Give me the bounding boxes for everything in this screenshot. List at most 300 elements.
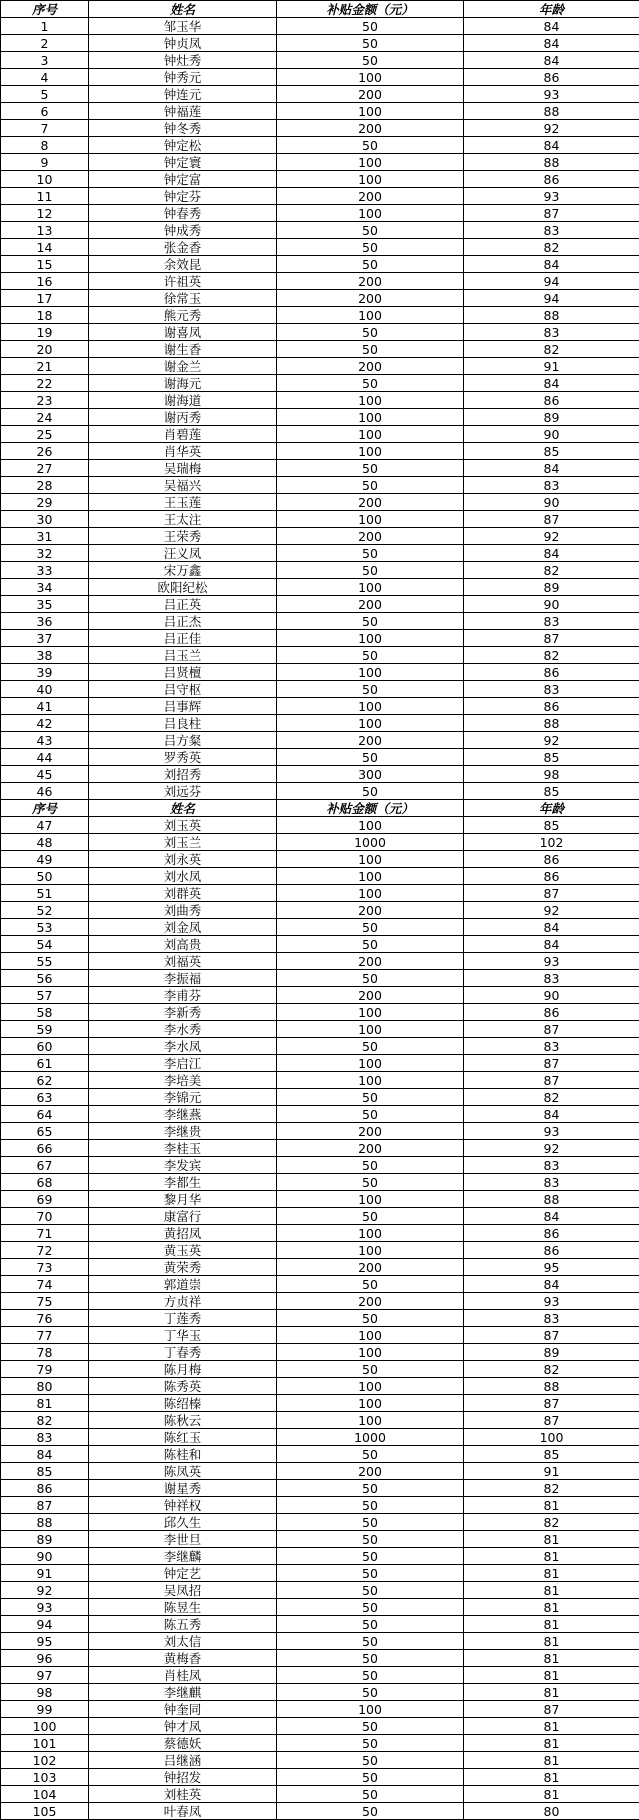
cell-serial-number: 2 (1, 35, 89, 52)
cell-age: 86 (464, 171, 639, 188)
table-row (1, 1633, 639, 1650)
cell-age: 87 (464, 1021, 639, 1038)
cell-age: 94 (464, 273, 639, 290)
cell-serial-number: 11 (1, 188, 89, 205)
cell-subsidy-amount: 50 (277, 783, 464, 800)
cell-subsidy-amount: 100 (277, 511, 464, 528)
cell-name: 吕贤檀 (89, 664, 277, 681)
table-row (1, 1310, 639, 1327)
cell-subsidy-amount: 50 (277, 1650, 464, 1667)
table-row (1, 86, 639, 103)
cell-serial-number: 25 (1, 426, 89, 443)
cell-subsidy-amount: 100 (277, 1225, 464, 1242)
cell-serial-number: 91 (1, 1565, 89, 1582)
cell-name: 李桂玉 (89, 1140, 277, 1157)
table-row (1, 1021, 639, 1038)
cell-subsidy-amount: 200 (277, 290, 464, 307)
cell-serial-number: 104 (1, 1786, 89, 1803)
cell-age: 85 (464, 817, 639, 834)
cell-age: 83 (464, 222, 639, 239)
cell-serial-number: 5 (1, 86, 89, 103)
table-row (1, 596, 639, 613)
cell-age: 81 (464, 1531, 639, 1548)
cell-serial-number: 63 (1, 1089, 89, 1106)
cell-serial-number: 90 (1, 1548, 89, 1565)
cell-serial-number: 37 (1, 630, 89, 647)
cell-age: 88 (464, 103, 639, 120)
cell-age: 81 (464, 1786, 639, 1803)
table-row (1, 545, 639, 562)
cell-age: 84 (464, 256, 639, 273)
table-row (1, 579, 639, 596)
cell-serial-number: 24 (1, 409, 89, 426)
table-row (1, 1191, 639, 1208)
cell-name: 刘桂英 (89, 1786, 277, 1803)
cell-name: 熊元秀 (89, 307, 277, 324)
table-row (1, 817, 639, 834)
cell-age: 86 (464, 1242, 639, 1259)
cell-age: 84 (464, 35, 639, 52)
header-name: 姓名 (89, 1, 277, 18)
cell-subsidy-amount: 100 (277, 715, 464, 732)
cell-name: 钟秀元 (89, 69, 277, 86)
header-name: 姓名 (89, 800, 277, 817)
cell-subsidy-amount: 100 (277, 1378, 464, 1395)
table-row (1, 69, 639, 86)
cell-serial-number: 62 (1, 1072, 89, 1089)
table-row (1, 1378, 639, 1395)
cell-age: 92 (464, 902, 639, 919)
cell-subsidy-amount: 50 (277, 1752, 464, 1769)
cell-name: 刘招秀 (89, 766, 277, 783)
cell-subsidy-amount: 50 (277, 1038, 464, 1055)
table-row (1, 1344, 639, 1361)
cell-subsidy-amount: 50 (277, 1616, 464, 1633)
table-row (1, 970, 639, 987)
cell-name: 吴瑞梅 (89, 460, 277, 477)
table-row (1, 1446, 639, 1463)
table-row (1, 851, 639, 868)
cell-subsidy-amount: 100 (277, 69, 464, 86)
table-row (1, 1140, 639, 1157)
cell-name: 谢生香 (89, 341, 277, 358)
cell-age: 88 (464, 307, 639, 324)
cell-subsidy-amount: 50 (277, 936, 464, 953)
cell-subsidy-amount: 100 (277, 817, 464, 834)
cell-subsidy-amount: 200 (277, 120, 464, 137)
cell-name: 李振福 (89, 970, 277, 987)
cell-serial-number: 9 (1, 154, 89, 171)
cell-name: 肖桂凤 (89, 1667, 277, 1684)
table-row (1, 358, 639, 375)
cell-serial-number: 42 (1, 715, 89, 732)
cell-name: 王玉莲 (89, 494, 277, 511)
cell-serial-number: 20 (1, 341, 89, 358)
table-row (1, 1106, 639, 1123)
cell-subsidy-amount: 50 (277, 1803, 464, 1820)
cell-age: 84 (464, 919, 639, 936)
cell-age: 91 (464, 1463, 639, 1480)
cell-name: 李继麟 (89, 1548, 277, 1565)
cell-serial-number: 96 (1, 1650, 89, 1667)
cell-subsidy-amount: 200 (277, 953, 464, 970)
cell-name: 钟成秀 (89, 222, 277, 239)
table-row (1, 324, 639, 341)
cell-age: 86 (464, 868, 639, 885)
cell-name: 黄梅香 (89, 1650, 277, 1667)
cell-age: 93 (464, 188, 639, 205)
cell-subsidy-amount: 50 (277, 1106, 464, 1123)
cell-subsidy-amount: 50 (277, 324, 464, 341)
cell-serial-number: 45 (1, 766, 89, 783)
cell-serial-number: 78 (1, 1344, 89, 1361)
cell-serial-number: 12 (1, 205, 89, 222)
cell-subsidy-amount: 50 (277, 1684, 464, 1701)
cell-name: 钟祥权 (89, 1497, 277, 1514)
table-row (1, 443, 639, 460)
cell-subsidy-amount: 50 (277, 460, 464, 477)
table-row (1, 171, 639, 188)
cell-name: 吕玉兰 (89, 647, 277, 664)
header-subsidy-amount: 补贴金额（元） (277, 800, 464, 817)
cell-serial-number: 14 (1, 239, 89, 256)
cell-subsidy-amount: 50 (277, 1208, 464, 1225)
cell-serial-number: 21 (1, 358, 89, 375)
cell-name: 钟定芬 (89, 188, 277, 205)
cell-serial-number: 44 (1, 749, 89, 766)
cell-name: 刘玉兰 (89, 834, 277, 851)
table-row (1, 1089, 639, 1106)
cell-name: 丁华玉 (89, 1327, 277, 1344)
table-row (1, 987, 639, 1004)
cell-subsidy-amount: 50 (277, 1480, 464, 1497)
cell-subsidy-amount: 50 (277, 1548, 464, 1565)
cell-serial-number: 55 (1, 953, 89, 970)
cell-age: 82 (464, 647, 639, 664)
table-row (1, 290, 639, 307)
cell-name: 黄荣秀 (89, 1259, 277, 1276)
cell-subsidy-amount: 50 (277, 256, 464, 273)
cell-serial-number: 59 (1, 1021, 89, 1038)
cell-subsidy-amount: 100 (277, 1344, 464, 1361)
cell-serial-number: 97 (1, 1667, 89, 1684)
cell-age: 86 (464, 1004, 639, 1021)
cell-serial-number: 64 (1, 1106, 89, 1123)
cell-subsidy-amount: 50 (277, 1582, 464, 1599)
cell-subsidy-amount: 100 (277, 851, 464, 868)
cell-serial-number: 40 (1, 681, 89, 698)
cell-subsidy-amount: 200 (277, 1259, 464, 1276)
cell-subsidy-amount: 100 (277, 1412, 464, 1429)
cell-name: 李培美 (89, 1072, 277, 1089)
cell-name: 黎月华 (89, 1191, 277, 1208)
cell-age: 81 (464, 1769, 639, 1786)
cell-subsidy-amount: 100 (277, 1055, 464, 1072)
cell-age: 84 (464, 545, 639, 562)
cell-subsidy-amount: 50 (277, 1361, 464, 1378)
cell-subsidy-amount: 50 (277, 1531, 464, 1548)
cell-age: 85 (464, 749, 639, 766)
table-row (1, 902, 639, 919)
cell-name: 李锦元 (89, 1089, 277, 1106)
cell-name: 李水秀 (89, 1021, 277, 1038)
cell-age: 85 (464, 1446, 639, 1463)
cell-name: 肖碧莲 (89, 426, 277, 443)
cell-subsidy-amount: 200 (277, 188, 464, 205)
cell-name: 丁春秀 (89, 1344, 277, 1361)
table-row (1, 1480, 639, 1497)
cell-name: 吕继涵 (89, 1752, 277, 1769)
cell-name: 刘曲秀 (89, 902, 277, 919)
cell-serial-number: 69 (1, 1191, 89, 1208)
cell-age: 87 (464, 885, 639, 902)
cell-subsidy-amount: 300 (277, 766, 464, 783)
cell-serial-number: 60 (1, 1038, 89, 1055)
cell-name: 欧阳纪松 (89, 579, 277, 596)
table-row (1, 205, 639, 222)
cell-age: 92 (464, 732, 639, 749)
cell-age: 87 (464, 1055, 639, 1072)
cell-age: 83 (464, 1310, 639, 1327)
cell-serial-number: 38 (1, 647, 89, 664)
cell-subsidy-amount: 100 (277, 1327, 464, 1344)
cell-serial-number: 56 (1, 970, 89, 987)
cell-subsidy-amount: 50 (277, 1276, 464, 1293)
table-row (1, 1769, 639, 1786)
cell-subsidy-amount: 50 (277, 1735, 464, 1752)
cell-age: 93 (464, 1123, 639, 1140)
cell-age: 84 (464, 460, 639, 477)
cell-age: 81 (464, 1650, 639, 1667)
table-row (1, 630, 639, 647)
cell-name: 宋万鑫 (89, 562, 277, 579)
cell-serial-number: 72 (1, 1242, 89, 1259)
cell-subsidy-amount: 200 (277, 494, 464, 511)
cell-subsidy-amount: 100 (277, 426, 464, 443)
cell-serial-number: 41 (1, 698, 89, 715)
cell-subsidy-amount: 100 (277, 1191, 464, 1208)
cell-name: 李新秀 (89, 1004, 277, 1021)
cell-name: 吕正英 (89, 596, 277, 613)
cell-age: 88 (464, 1191, 639, 1208)
cell-age: 88 (464, 154, 639, 171)
cell-age: 83 (464, 1174, 639, 1191)
cell-serial-number: 67 (1, 1157, 89, 1174)
table-row (1, 1803, 639, 1820)
cell-age: 84 (464, 137, 639, 154)
cell-age: 81 (464, 1752, 639, 1769)
cell-serial-number: 94 (1, 1616, 89, 1633)
cell-age: 90 (464, 426, 639, 443)
table-row (1, 1735, 639, 1752)
cell-name: 汪义凤 (89, 545, 277, 562)
cell-age: 82 (464, 239, 639, 256)
cell-name: 钟定松 (89, 137, 277, 154)
cell-age: 85 (464, 443, 639, 460)
table-row (1, 1752, 639, 1769)
cell-serial-number: 61 (1, 1055, 89, 1072)
cell-name: 刘金凤 (89, 919, 277, 936)
cell-age: 83 (464, 970, 639, 987)
cell-serial-number: 74 (1, 1276, 89, 1293)
cell-age: 88 (464, 1378, 639, 1395)
cell-subsidy-amount: 50 (277, 970, 464, 987)
cell-serial-number: 68 (1, 1174, 89, 1191)
cell-serial-number: 28 (1, 477, 89, 494)
cell-name: 刘福英 (89, 953, 277, 970)
cell-age: 84 (464, 18, 639, 35)
cell-name: 陈秀英 (89, 1378, 277, 1395)
cell-serial-number: 75 (1, 1293, 89, 1310)
cell-subsidy-amount: 100 (277, 1004, 464, 1021)
table-row (1, 1208, 639, 1225)
cell-age: 87 (464, 1072, 639, 1089)
table-row (1, 154, 639, 171)
cell-serial-number: 35 (1, 596, 89, 613)
table-row (1, 426, 639, 443)
cell-serial-number: 77 (1, 1327, 89, 1344)
cell-age: 94 (464, 290, 639, 307)
cell-subsidy-amount: 200 (277, 902, 464, 919)
table-row (1, 681, 639, 698)
table-row (1, 1055, 639, 1072)
cell-serial-number: 76 (1, 1310, 89, 1327)
cell-serial-number: 7 (1, 120, 89, 137)
cell-subsidy-amount: 100 (277, 1701, 464, 1718)
table-row (1, 1157, 639, 1174)
table-row (1, 783, 639, 800)
cell-name: 钟才凤 (89, 1718, 277, 1735)
cell-name: 蔡德妖 (89, 1735, 277, 1752)
cell-name: 谢喜凤 (89, 324, 277, 341)
table-row (1, 103, 639, 120)
cell-age: 83 (464, 613, 639, 630)
cell-serial-number: 71 (1, 1225, 89, 1242)
header-age: 年龄 (464, 1, 639, 18)
cell-name: 陈月梅 (89, 1361, 277, 1378)
header-serial-number: 序号 (1, 1, 89, 18)
cell-subsidy-amount: 50 (277, 1089, 464, 1106)
cell-age: 86 (464, 664, 639, 681)
cell-name: 钟连元 (89, 86, 277, 103)
cell-subsidy-amount: 50 (277, 1769, 464, 1786)
cell-subsidy-amount: 50 (277, 239, 464, 256)
cell-name: 李世旦 (89, 1531, 277, 1548)
cell-name: 李启江 (89, 1055, 277, 1072)
cell-serial-number: 34 (1, 579, 89, 596)
cell-subsidy-amount: 50 (277, 562, 464, 579)
cell-serial-number: 13 (1, 222, 89, 239)
cell-name: 陈凤英 (89, 1463, 277, 1480)
table-row (1, 1565, 639, 1582)
cell-subsidy-amount: 200 (277, 528, 464, 545)
cell-age: 84 (464, 52, 639, 69)
cell-serial-number: 32 (1, 545, 89, 562)
cell-serial-number: 79 (1, 1361, 89, 1378)
cell-age: 81 (464, 1684, 639, 1701)
cell-serial-number: 82 (1, 1412, 89, 1429)
table-row (1, 1548, 639, 1565)
cell-subsidy-amount: 50 (277, 137, 464, 154)
cell-age: 92 (464, 120, 639, 137)
table-row (1, 562, 639, 579)
table-row (1, 1072, 639, 1089)
table-row (1, 1667, 639, 1684)
table-row (1, 1650, 639, 1667)
cell-name: 钟招发 (89, 1769, 277, 1786)
cell-age: 81 (464, 1616, 639, 1633)
cell-serial-number: 93 (1, 1599, 89, 1616)
cell-name: 谢丙秀 (89, 409, 277, 426)
cell-serial-number: 6 (1, 103, 89, 120)
cell-subsidy-amount: 100 (277, 103, 464, 120)
cell-serial-number: 102 (1, 1752, 89, 1769)
table-row (1, 35, 639, 52)
cell-subsidy-amount: 50 (277, 749, 464, 766)
cell-serial-number: 105 (1, 1803, 89, 1820)
table-row (1, 613, 639, 630)
cell-serial-number: 22 (1, 375, 89, 392)
cell-name: 陈桂和 (89, 1446, 277, 1463)
cell-name: 吕方粲 (89, 732, 277, 749)
cell-subsidy-amount: 50 (277, 1633, 464, 1650)
header-row (1, 1, 639, 18)
cell-serial-number: 57 (1, 987, 89, 1004)
table-row (1, 1599, 639, 1616)
cell-name: 钟定艺 (89, 1565, 277, 1582)
table-row (1, 1786, 639, 1803)
cell-name: 罗秀英 (89, 749, 277, 766)
cell-age: 84 (464, 1106, 639, 1123)
cell-subsidy-amount: 200 (277, 1123, 464, 1140)
cell-subsidy-amount: 50 (277, 222, 464, 239)
cell-age: 83 (464, 1157, 639, 1174)
cell-name: 谢海元 (89, 375, 277, 392)
cell-age: 88 (464, 715, 639, 732)
cell-subsidy-amount: 200 (277, 596, 464, 613)
table-row (1, 511, 639, 528)
cell-serial-number: 65 (1, 1123, 89, 1140)
cell-serial-number: 66 (1, 1140, 89, 1157)
cell-name: 李继麒 (89, 1684, 277, 1701)
cell-age: 80 (464, 1803, 639, 1820)
cell-serial-number: 46 (1, 783, 89, 800)
table-row (1, 188, 639, 205)
cell-age: 93 (464, 1293, 639, 1310)
cell-age: 82 (464, 1361, 639, 1378)
cell-age: 87 (464, 1412, 639, 1429)
table-row (1, 1242, 639, 1259)
table-row (1, 885, 639, 902)
cell-age: 89 (464, 1344, 639, 1361)
cell-serial-number: 30 (1, 511, 89, 528)
cell-subsidy-amount: 100 (277, 205, 464, 222)
cell-age: 92 (464, 1140, 639, 1157)
table-row (1, 477, 639, 494)
cell-name: 丁莲秀 (89, 1310, 277, 1327)
table-row (1, 732, 639, 749)
cell-subsidy-amount: 50 (277, 613, 464, 630)
cell-age: 86 (464, 698, 639, 715)
cell-subsidy-amount: 200 (277, 987, 464, 1004)
table-row (1, 494, 639, 511)
cell-name: 许祖英 (89, 273, 277, 290)
cell-serial-number: 31 (1, 528, 89, 545)
cell-serial-number: 92 (1, 1582, 89, 1599)
cell-age: 87 (464, 205, 639, 222)
table-row (1, 1004, 639, 1021)
cell-subsidy-amount: 50 (277, 1718, 464, 1735)
